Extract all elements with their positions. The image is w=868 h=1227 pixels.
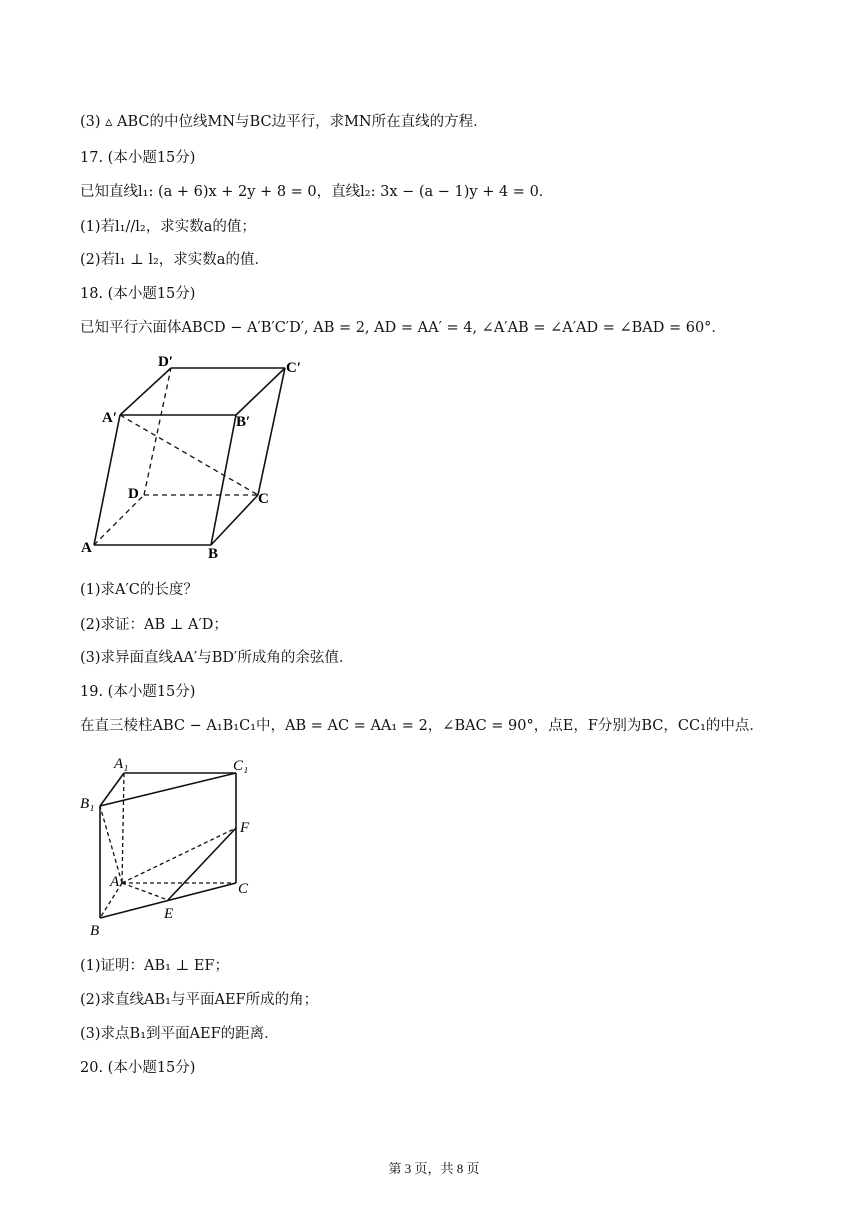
question-17-stem: 已知直线l₁: (a + 6)x + 2y + 8 = 0，直线l₂: 3x − (a − 1)y + 4 = 0． bbox=[80, 184, 554, 200]
question-19-part3: (3)求点B₁到平面AEF的距离． bbox=[80, 1026, 279, 1042]
label-F: F bbox=[240, 820, 250, 836]
question-17-part2: (2)若l₁ ⊥ l₂，求实数a的值． bbox=[80, 252, 269, 268]
question-17-part1: (1)若l₁//l₂，求实数a的值； bbox=[80, 219, 256, 235]
label-B: B bbox=[208, 546, 219, 562]
triangular-prism-figure bbox=[78, 748, 278, 940]
question-16-part3: (3) ▵ ABC的中位线MN与BC边平行，求MN所在直线的方程． bbox=[80, 114, 488, 130]
question-18-stem: 已知平行六面体ABCD − A′B′C′D′, AB = 2, AD = AA′ = 4, ∠A′AB = ∠A′AD = ∠BAD = 60°． bbox=[80, 320, 726, 336]
question-18-part1: (1)求A′C的长度？ bbox=[80, 582, 198, 598]
label-C: C bbox=[258, 491, 269, 507]
question-17-header: 17. (本小题15分) bbox=[80, 150, 196, 166]
label-B-prime: B′ bbox=[236, 414, 251, 430]
page-footer: 第 3 页，共 8 页 bbox=[388, 1161, 480, 1176]
parallelepiped-figure bbox=[78, 350, 318, 565]
label-D-prime: D′ bbox=[158, 354, 174, 370]
label-C1: C₁ bbox=[233, 758, 249, 774]
question-20-header: 20. (本小题15分) bbox=[80, 1060, 196, 1076]
label-B1: B₁ bbox=[80, 796, 95, 812]
label-A1: A₁ bbox=[114, 756, 129, 772]
question-18-header: 18. (本小题15分) bbox=[80, 286, 196, 302]
label-C: C bbox=[238, 881, 249, 897]
question-19-part2: (2)求直线AB₁与平面AEF所成的角； bbox=[80, 992, 319, 1008]
label-A: A bbox=[81, 540, 92, 556]
label-E: E bbox=[164, 906, 174, 922]
label-C-prime: C′ bbox=[286, 360, 302, 376]
question-18-part2: (2)求证：AB ⊥ A′D； bbox=[80, 617, 228, 633]
question-19-stem: 在直三棱柱ABC − A₁B₁C₁中，AB = AC = AA₁ = 2，∠BAC = 90°，点E，F分别为BC，CC₁的中点． bbox=[80, 718, 764, 734]
label-B: B bbox=[90, 923, 100, 939]
question-18-part3: (3)求异面直线AA′与BD′所成角的余弦值． bbox=[80, 650, 354, 666]
question-19-part1: (1)证明：AB₁ ⊥ EF； bbox=[80, 958, 229, 974]
question-19-header: 19. (本小题15分) bbox=[80, 684, 196, 700]
label-A: A bbox=[110, 874, 120, 890]
label-A-prime: A′ bbox=[102, 410, 118, 426]
label-D: D bbox=[128, 486, 139, 502]
